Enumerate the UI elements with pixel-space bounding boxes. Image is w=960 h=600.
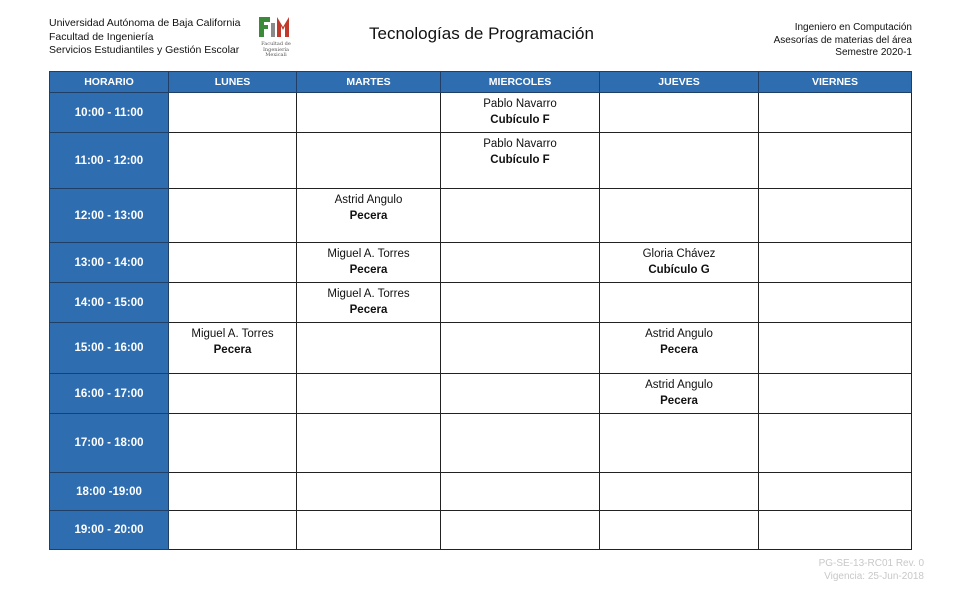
table-row <box>50 283 912 323</box>
schedule-cell <box>759 283 912 323</box>
location-label: Pecera <box>349 210 388 222</box>
table-row <box>50 189 912 243</box>
table-row <box>50 323 912 374</box>
column-header-jueves: JUEVES <box>600 72 759 93</box>
schedule-cell <box>600 374 759 414</box>
schedule-cell <box>169 374 297 414</box>
schedule-body <box>50 93 912 550</box>
table-row <box>50 473 912 511</box>
schedule-cell <box>297 133 441 189</box>
schedule-cell <box>297 473 441 511</box>
fim-logo-mark <box>257 15 295 41</box>
logo-caption: Facultad de Ingeniería Mexicali <box>261 41 291 58</box>
semester-label: Semestre 2020-1 <box>835 47 912 58</box>
schedule-cell <box>297 283 441 323</box>
university-name: Universidad Autónoma de Baja California <box>49 17 241 29</box>
document-validity: Vigencia: 25-Jun-2018 <box>824 570 924 582</box>
tutor-name: Miguel A. Torres <box>327 248 410 260</box>
schedule-cell <box>759 243 912 283</box>
schedule-cell <box>441 283 600 323</box>
tutor-name: Astrid Angulo <box>645 328 713 340</box>
schedule-cell <box>759 133 912 189</box>
schedule-cell <box>169 93 297 133</box>
schedule-cell <box>297 189 441 243</box>
schedule-cell <box>297 323 441 374</box>
schedule-cell <box>441 323 600 374</box>
table-row <box>50 93 912 133</box>
program-subtitle: Asesorías de materias del área <box>773 34 912 46</box>
schedule-cell <box>441 93 600 133</box>
schedule-cell <box>441 374 600 414</box>
time-slot-label: 15:00 - 16:00 <box>50 323 169 374</box>
time-slot-label: 10:00 - 11:00 <box>50 93 169 133</box>
schedule-cell <box>297 93 441 133</box>
location-label: Cubículo G <box>648 264 710 276</box>
time-slot-label: 18:00 -19:00 <box>50 473 169 511</box>
column-header-lunes: LUNES <box>169 72 297 93</box>
document-footer <box>819 558 924 583</box>
schedule-cell <box>169 511 297 550</box>
location-label: Pecera <box>349 304 388 316</box>
time-slot-label: 14:00 - 15:00 <box>50 283 169 323</box>
table-row <box>50 133 912 189</box>
column-header-viernes: VIERNES <box>759 72 912 93</box>
location-label: Pecera <box>660 344 698 356</box>
table-row <box>50 374 912 414</box>
table-row <box>50 511 912 550</box>
schedule-cell <box>600 93 759 133</box>
time-slot-label: 17:00 - 18:00 <box>50 414 169 473</box>
schedule-cell <box>759 374 912 414</box>
table-header-row <box>50 72 912 93</box>
location-label: Pecera <box>660 395 698 407</box>
location-label: Pecera <box>349 264 388 276</box>
column-header-miercoles: MIERCOLES <box>441 72 600 93</box>
schedule-cell <box>759 414 912 473</box>
schedule-cell <box>759 511 912 550</box>
schedule-cell <box>600 189 759 243</box>
program-block <box>774 22 912 60</box>
schedule-cell <box>600 323 759 374</box>
location-label: Cubículo F <box>490 114 550 126</box>
time-slot-label: 16:00 - 17:00 <box>50 374 169 414</box>
time-slot-label: 13:00 - 14:00 <box>50 243 169 283</box>
time-slot-label: 12:00 - 13:00 <box>50 189 169 243</box>
schedule-cell <box>169 473 297 511</box>
tutor-name: Pablo Navarro <box>483 138 557 150</box>
schedule-cell <box>600 283 759 323</box>
page-title: Tecnologías de Programación <box>369 24 594 43</box>
column-header-horario: HORARIO <box>50 72 169 93</box>
tutor-name: Astrid Angulo <box>334 194 403 206</box>
schedule-cell <box>169 243 297 283</box>
schedule-cell <box>759 93 912 133</box>
schedule-cell <box>169 414 297 473</box>
schedule-cell <box>169 133 297 189</box>
schedule-cell <box>600 511 759 550</box>
schedule-cell <box>600 243 759 283</box>
schedule-cell <box>441 243 600 283</box>
column-header-martes: MARTES <box>297 72 441 93</box>
time-slot-label: 19:00 - 20:00 <box>50 511 169 550</box>
schedule-cell <box>297 414 441 473</box>
schedule-cell <box>169 189 297 243</box>
location-label: Pecera <box>213 344 252 356</box>
schedule-cell <box>759 473 912 511</box>
program-name: Ingeniero en Computación <box>794 22 912 33</box>
schedule-cell <box>441 414 600 473</box>
schedule-cell <box>600 473 759 511</box>
table-row <box>50 414 912 473</box>
schedule-cell <box>600 414 759 473</box>
schedule-cell <box>297 374 441 414</box>
department-name: Servicios Estudiantiles y Gestión Escolar <box>49 44 240 56</box>
schedule-cell <box>169 323 297 374</box>
tutor-name: Astrid Angulo <box>645 379 713 391</box>
schedule-cell <box>759 323 912 374</box>
schedule-cell <box>441 511 600 550</box>
schedule-cell <box>441 473 600 511</box>
tutor-name: Pablo Navarro <box>483 98 557 110</box>
tutor-name: Miguel A. Torres <box>191 328 274 340</box>
schedule-cell <box>297 511 441 550</box>
institution-block <box>49 17 240 58</box>
schedule-cell <box>169 283 297 323</box>
schedule-cell <box>759 189 912 243</box>
tutor-name: Miguel A. Torres <box>327 288 410 300</box>
schedule-cell <box>600 133 759 189</box>
faculty-name: Facultad de Ingeniería <box>49 30 154 43</box>
table-row <box>50 243 912 283</box>
schedule-cell <box>441 189 600 243</box>
fim-logo <box>257 15 295 59</box>
schedule-cell <box>297 243 441 283</box>
location-label: Cubículo F <box>490 154 550 166</box>
schedule-table <box>49 71 912 550</box>
tutor-name: Gloria Chávez <box>642 248 716 260</box>
schedule-cell <box>441 133 600 189</box>
document-code: PG-SE-13-RC01 Rev. 0 <box>818 558 924 569</box>
time-slot-label: 11:00 - 12:00 <box>50 133 169 189</box>
